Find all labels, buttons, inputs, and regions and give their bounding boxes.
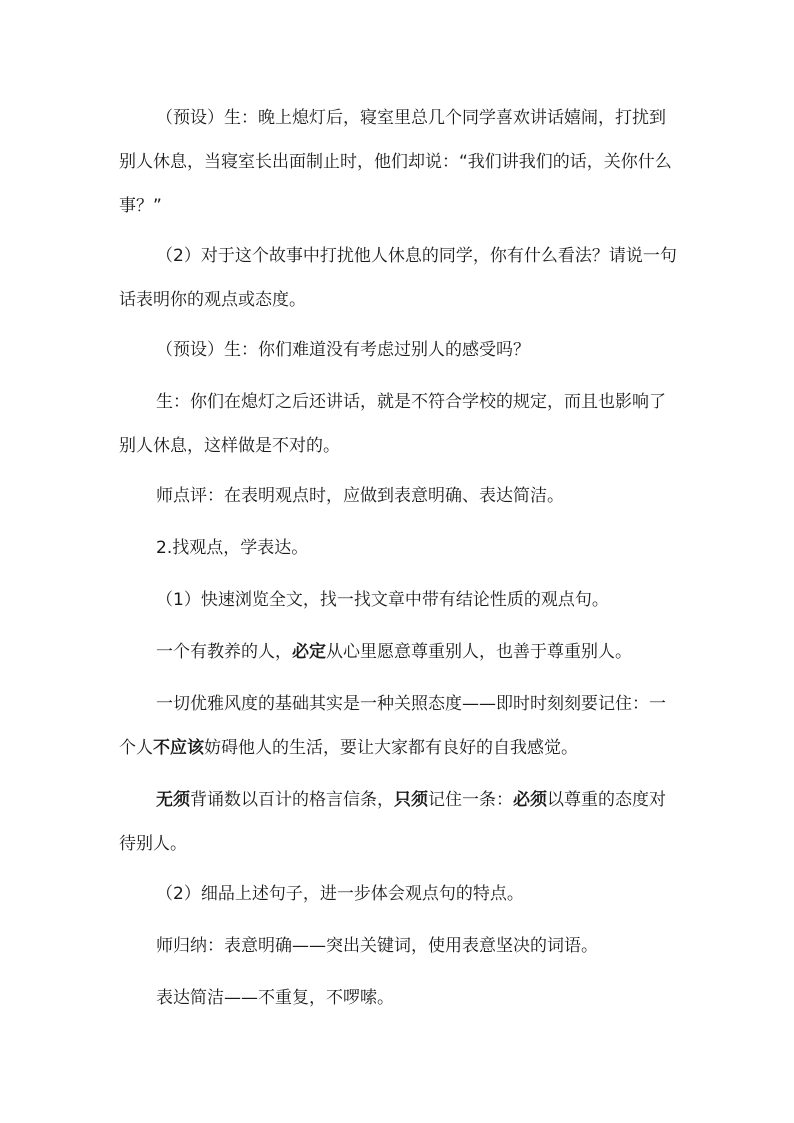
paragraph-10-emphasis-3: 必须 [513,790,547,810]
paragraph-10-segment-2: 背诵数以百计的格言信条， [190,790,394,810]
paragraph-8-segment-1: 一个有教养的人， [156,642,292,662]
paragraph-9 [119,682,679,770]
paragraph-10-emphasis-2: 只须 [394,790,428,810]
paragraph-5: 师点评：在表明观点时，应做到表意明确、表达简洁。 [156,486,564,506]
paragraph-10 [119,778,679,866]
paragraph-10-segment-6: 以尊重的态度对待别人。 [119,790,666,854]
paragraph-9-emphasis: 不应该 [153,738,204,758]
paragraph-8-segment-3: 从心里愿意尊重别人，也善于尊重别人。 [326,642,632,662]
paragraph-13: 表达简洁——不重复，不啰嗦。 [156,988,394,1008]
paragraph-9-segment-3: 妨碍他人的生活，要让大家都有良好的自我感觉。 [204,738,578,758]
paragraph-1: （预设）生：晚上熄灯后，寝室里总几个同学喜欢讲话嬉闹，打扰到别人休息，当寝室长出面制止时，他们却说：“我们讲我们的话，关你什么事？” [119,108,672,216]
paragraph-4: 生：你们在熄灯之后还讲话，就是不符合学校的规定，而且也影响了别人休息，这样做是不对的。 [119,392,666,456]
paragraph-11: （2）细品上述句子，进一步体会观点句的特点。 [156,884,524,904]
paragraph-7: （1）快速浏览全文，找一找文章中带有结论性质的观点句。 [156,590,609,610]
paragraph-10-segment-4: 记住一条： [428,790,513,810]
paragraph-8 [119,630,679,674]
paragraph-2: （2）对于这个故事中打扰他人休息的同学，你有什么看法？请说一句话表明你的观点或态度。 [119,246,677,310]
paragraph-10-emphasis-1: 无须 [156,790,190,810]
paragraph-3: （预设）生：你们难道没有考虑过别人的感受吗？ [156,340,530,360]
paragraph-8-emphasis: 必定 [292,642,326,662]
paragraph-6: 2.找观点，学表达。 [156,538,309,558]
paragraph-9-segment-1: 一切优雅风度的基础其实是一种关照态度——即时时刻刻要记住：一个人 [119,694,666,758]
paragraph-12: 师归纳：表意明确——突出关键词，使用表意坚决的词语。 [156,936,598,956]
